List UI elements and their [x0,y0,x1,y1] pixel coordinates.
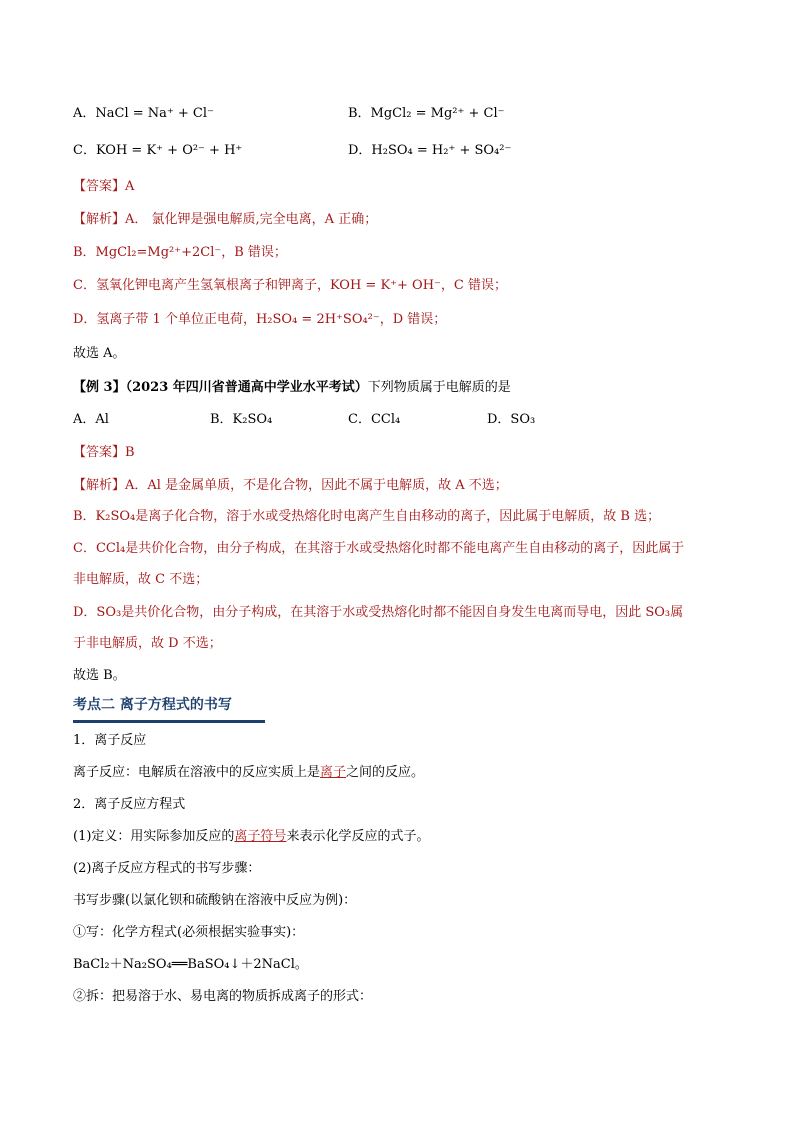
option-d: D．H₂SO₄ = H₂⁺ + SO₄²⁻ [348,143,512,158]
chemical-equation: BaCl₂＋Na₂SO₄══BaSO₄↓＋2NaCl。 [73,957,308,972]
example-source: （2023 年四川省普通高中学业水平考试） [125,380,368,395]
ionic-equation-definition [73,827,429,847]
example-question: 下列物质属于电解质的是 [367,380,511,395]
analysis-line-a [73,210,377,230]
example3-analysis-label: 【解析】 [73,478,126,493]
analysis-label: 【解析】 [73,212,126,227]
analysis-line-b: B．MgCl₂=Mg²⁺+2Cl⁻，B 错误； [73,245,287,260]
option-a: A．NaCl = Na⁺ + Cl⁻ [73,106,214,121]
step-split: ②拆：把易溶于水、易电离的物质拆成离子的形式： [73,989,373,1004]
example3-analysis-c1: C．CCl₄是共价化合物，由分子构成，在其溶于水或受热熔化时都不能电离产生自由移动的离子，因此属于 [73,541,685,556]
keyword-ion-symbol: 离子符号 [234,829,287,844]
steps-intro: 书写步骤(以氯化钡和硫酸钠在溶液中反应为例)： [73,893,357,908]
keyword-ion: 离子 [320,765,347,780]
example3-answer-label: 【答案】 [73,445,126,460]
example3-answer-value: B [125,445,135,460]
example3-option-a: A．Al [73,412,109,427]
conclusion: 故选 A。 [73,346,126,361]
step-write: ①写：化学方程式(必须根据实验事实)： [73,925,305,940]
section-title: 考点二 离子方程式的书写 [73,694,265,723]
definition-text-post: 之间的反应。 [346,765,425,780]
example-3-heading [73,378,511,398]
ion-reaction-definition [73,763,424,783]
steps-title: (2)离子反应方程式的书写步骤： [73,861,261,876]
example-label: 【例 3】 [73,380,126,395]
example3-analysis-a [73,476,508,496]
example3-conclusion: 故选 B。 [73,668,126,683]
example3-option-c: C．CCl₄ [348,412,401,427]
example3-analysis-d1: D．SO₃是共价化合物，由分子构成，在其溶于水或受热熔化时都不能因自身发生电离而导电，因此 SO₃属 [73,605,684,620]
heading-ionic-equation: 2．离子反应方程式 [73,797,186,812]
example3-analysis-c2: 非电解质，故 C 不选； [73,572,209,587]
example3-analysis-a-text: A．Al 是金属单质，不是化合物，因此不属于电解质，故 A 不选； [125,478,508,493]
def-post: 来表示化学反应的式子。 [286,829,430,844]
example3-analysis-d2: 于非电解质，故 D 不选； [73,636,222,651]
option-c: C．KOH = K⁺ + O²⁻ + H⁺ [73,143,243,158]
analysis-text: A． 氯化钾是强电解质,完全电离，A 正确； [125,212,378,227]
answer-label: 【答案】 [73,179,126,194]
heading-ion-reaction: 1．离子反应 [73,733,147,748]
definition-text-pre: 离子反应：电解质在溶液中的反应实质上是 [73,765,321,780]
analysis-line-c: C．氢氧化钾电离产生氢氧根离子和钾离子，KOH = K⁺+ OH⁻，C 错误； [73,278,507,293]
example3-option-d: D．SO₃ [487,412,536,427]
answer-value: A [125,179,135,194]
example3-analysis-b: B．K₂SO₄是离子化合物，溶于水或受热熔化时电离产生自由移动的离子，因此属于电解质，故 B 选； [73,509,661,524]
analysis-line-d: D．氢离子带 1 个单位正电荷，H₂SO₄ = 2H⁺SO₄²⁻，D 错误； [73,312,447,327]
answer-line [73,177,134,197]
def-pre: (1)定义：用实际参加反应的 [73,829,235,844]
option-b: B．MgCl₂ = Mg²⁺ + Cl⁻ [348,106,505,121]
example3-option-b: B．K₂SO₄ [210,412,273,427]
example3-answer-line [73,443,135,463]
